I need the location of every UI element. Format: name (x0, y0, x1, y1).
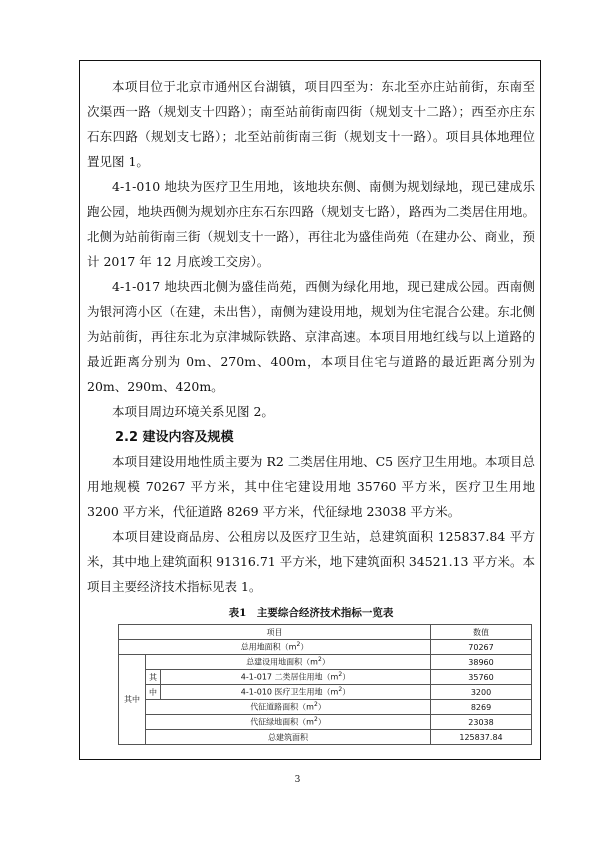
row-value: 125837.84 (431, 730, 532, 745)
row-value: 23038 (431, 715, 532, 730)
table-row (119, 655, 532, 670)
paragraph-land-use: 本项目建设用地性质主要为 R2 二类居住用地、C5 医疗卫生用地。本项目总用地规模 70267 平方米，其中住宅建设用地 35760 平方米，医疗卫生用地 3200 平方米，代征道路 8269 平方米，代征绿地 23038 平方米。 (87, 454, 535, 519)
row-value: 8269 (431, 700, 532, 715)
paragraph-plot-010: 4-1-010 地块为医疗卫生用地，该地块东侧、南侧为规划绿地，现已建成乐跑公园，地块西侧为规划亦庄东石东四路（规划支七路），路西为二类居住用地。北侧为站前街南三街（规划支十一路），再往北为盛佳尚苑（在建办公、商业，预计 2017 年 12 月底竣工交房）。 (87, 179, 535, 269)
table-row (119, 640, 532, 655)
table-row (119, 685, 532, 700)
paragraph-location: 本项目位于北京市通州区台湖镇，项目四至为：东北至亦庄站前街，东南至次渠西一路（规划支十四路）；南至站前街南四街（规划支十二路）；西至亦庄东石东四路（规划支七路）；北至站前街南三街（规划支十一路）。项目具体地理位置见图 1。 (87, 79, 535, 169)
row-value: 70267 (431, 640, 532, 655)
row-value: 3200 (431, 685, 532, 700)
table-row (119, 730, 532, 745)
row-label: 总用地面积$(m^2)$ (119, 640, 431, 655)
qi-cell: 其 (146, 670, 161, 685)
row-value: 38960 (431, 655, 532, 670)
row-label: 4-1-010 医疗卫生用地$(m^2)$ (161, 685, 431, 700)
table-caption: 表1 主要综合经济技术指标一览表 (228, 607, 394, 619)
row-label: 总建筑面积 (146, 730, 431, 745)
paragraph-floor-area: 本项目建设商品房、公租房以及医疗卫生站，总建筑面积 125837.84 平方米，其中地上建筑面积 91316.71 平方米，地下建筑面积 34521.13 平方米。本项目主要经济技术指标见表 1。 (87, 529, 535, 594)
table-row (119, 700, 532, 715)
table-row (119, 715, 532, 730)
qizhong-cell: 其中 (119, 655, 146, 745)
table-header-row (119, 625, 532, 640)
indicator-table (118, 624, 532, 745)
header-item: 项目 (119, 625, 431, 640)
row-label: 总建设用地面积$(m^2)$ (146, 655, 431, 670)
section-heading: 2.2 建设内容及规模 (115, 430, 234, 445)
row-label: 4-1-017 二类居住用地$(m^2)$ (161, 670, 431, 685)
row-label: 代征绿地面积$(m^2)$ (146, 715, 431, 730)
header-value: 数值 (431, 625, 532, 640)
table-row (119, 670, 532, 685)
row-value: 35760 (431, 670, 532, 685)
page-number: 3 (294, 775, 301, 785)
zhong-cell: 中 (146, 685, 161, 700)
paragraph-plot-017: 4-1-017 地块西北侧为盛佳尚苑，西侧为绿化用地，现已建成公园。西南侧为银河湾小区（在建，未出售），南侧为建设用地，规划为住宅混合公建。东北侧为站前街，再往东北为京津城际铁路、京津高速。本项目用地红线与以上道路的最近距离分别为 0m、270m、400m，本项目住宅与道路的最近距离分别为 20m、290m、420m。 (87, 279, 535, 394)
row-label: 代征道路面积$(m^2)$ (146, 700, 431, 715)
paragraph-figure-ref: 本项目周边环境关系见图 2。 (112, 404, 274, 419)
